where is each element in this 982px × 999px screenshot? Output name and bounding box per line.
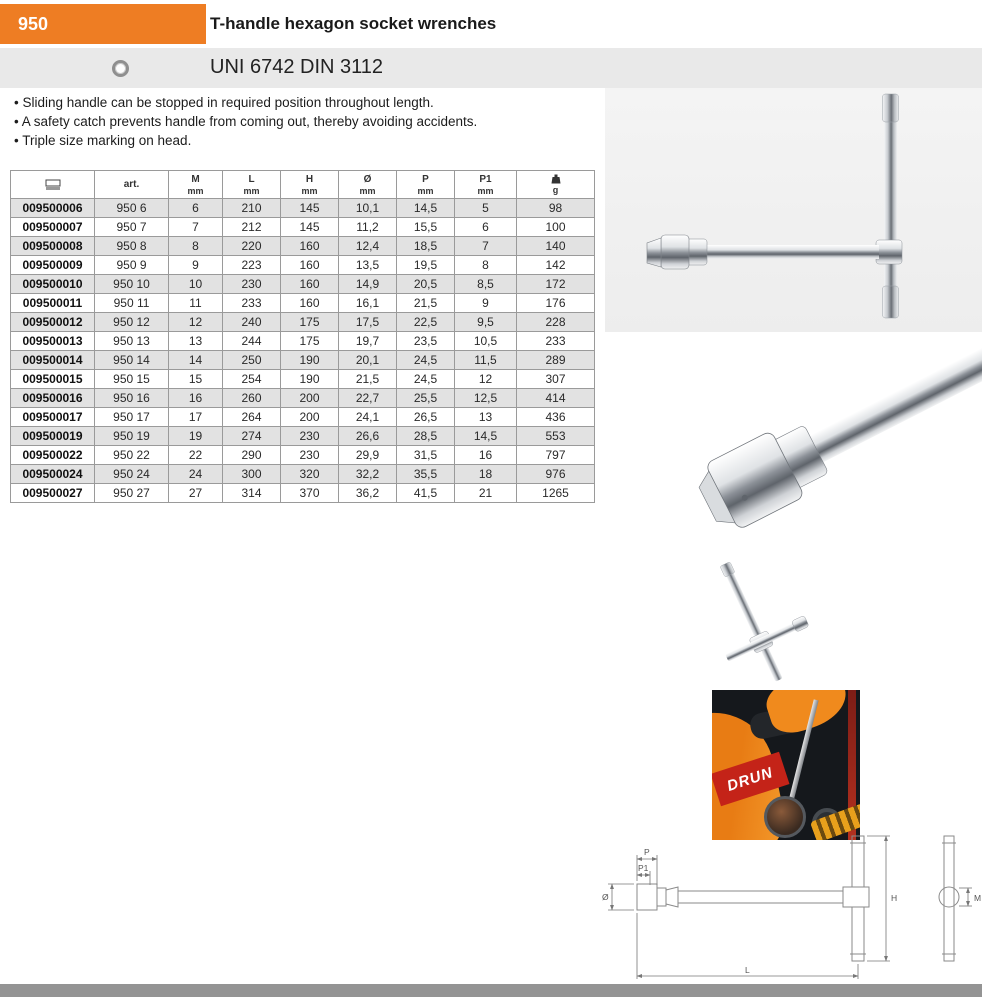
- value-cell: 22: [169, 446, 223, 465]
- value-cell: 274: [223, 427, 281, 446]
- column-label: P1: [479, 173, 492, 185]
- value-cell: 172: [517, 275, 595, 294]
- column-unit: mm: [187, 185, 204, 196]
- value-cell: 9: [455, 294, 517, 313]
- value-cell: 950 10: [95, 275, 169, 294]
- value-cell: 950 15: [95, 370, 169, 389]
- value-cell: 190: [281, 351, 339, 370]
- value-cell: 22,5: [397, 313, 455, 332]
- value-cell: 300: [223, 465, 281, 484]
- value-cell: 950 17: [95, 408, 169, 427]
- table-row: [11, 199, 595, 218]
- column-label: Ø: [363, 173, 372, 185]
- value-cell: 25,5: [397, 389, 455, 408]
- value-cell: 36,2: [339, 484, 397, 503]
- feature-list: [14, 93, 477, 150]
- ean-code-cell: 009500008: [11, 237, 95, 256]
- table-row: [11, 351, 595, 370]
- table-row: [11, 294, 595, 313]
- value-cell: 145: [281, 199, 339, 218]
- value-cell: 13: [169, 332, 223, 351]
- feature-item: • Sliding handle can be stopped in required position throughout length.: [14, 93, 477, 112]
- value-cell: 12: [455, 370, 517, 389]
- value-cell: 950 7: [95, 218, 169, 237]
- value-cell: 950 16: [95, 389, 169, 408]
- dim-label-p1: P1: [638, 863, 649, 873]
- value-cell: 254: [223, 370, 281, 389]
- diameter-column-header: [339, 171, 397, 199]
- value-cell: 8: [169, 237, 223, 256]
- standard-bar: [0, 48, 982, 88]
- table-header-row: [11, 171, 595, 199]
- value-cell: 175: [281, 313, 339, 332]
- value-cell: 13: [455, 408, 517, 427]
- value-cell: 20,1: [339, 351, 397, 370]
- value-cell: 15: [169, 370, 223, 389]
- table-row: [11, 370, 595, 389]
- ean-code-cell: 009500011: [11, 294, 95, 313]
- table-row: [11, 465, 595, 484]
- table-row: [11, 237, 595, 256]
- m-column-header: [169, 171, 223, 199]
- value-cell: 230: [281, 427, 339, 446]
- value-cell: 24,5: [397, 370, 455, 389]
- value-cell: 260: [223, 389, 281, 408]
- ean-code-cell: 009500007: [11, 218, 95, 237]
- value-cell: 24,5: [397, 351, 455, 370]
- value-cell: 264: [223, 408, 281, 427]
- dim-label-h: H: [891, 893, 898, 903]
- value-cell: 32,2: [339, 465, 397, 484]
- value-cell: 8,5: [455, 275, 517, 294]
- value-cell: 20,5: [397, 275, 455, 294]
- value-cell: 12,4: [339, 237, 397, 256]
- value-cell: 10: [169, 275, 223, 294]
- column-unit: mm: [477, 185, 494, 196]
- socket-head-image: [690, 338, 982, 543]
- product-photo-socket-closeup: [690, 338, 982, 543]
- standard-label: UNI 6742 DIN 3112: [210, 56, 384, 78]
- o-ring-icon: [112, 60, 129, 77]
- ean-code-cell: 009500027: [11, 484, 95, 503]
- table-row: [11, 313, 595, 332]
- table-row: [11, 275, 595, 294]
- value-cell: 950 24: [95, 465, 169, 484]
- value-cell: 29,9: [339, 446, 397, 465]
- value-cell: 9: [169, 256, 223, 275]
- column-unit: g: [552, 185, 559, 195]
- value-cell: 200: [281, 389, 339, 408]
- value-cell: 9,5: [455, 313, 517, 332]
- value-cell: 950 12: [95, 313, 169, 332]
- value-cell: 289: [517, 351, 595, 370]
- value-cell: 24: [169, 465, 223, 484]
- table-row: [11, 389, 595, 408]
- value-cell: 24,1: [339, 408, 397, 427]
- value-cell: 19,5: [397, 256, 455, 275]
- ean-code-cell: 009500014: [11, 351, 95, 370]
- spec-table: [10, 170, 595, 503]
- value-cell: 12,5: [455, 389, 517, 408]
- footer-bar: [0, 984, 982, 997]
- ean-code-cell: 009500024: [11, 465, 95, 484]
- value-cell: 11,2: [339, 218, 397, 237]
- value-cell: 142: [517, 256, 595, 275]
- value-cell: 230: [223, 275, 281, 294]
- weight-icon: [551, 174, 561, 184]
- value-cell: 950 14: [95, 351, 169, 370]
- value-cell: 950 19: [95, 427, 169, 446]
- ean-code-cell: 009500012: [11, 313, 95, 332]
- feature-item: • A safety catch prevents handle from coming out, thereby avoiding accidents.: [14, 112, 477, 131]
- wheel-hub: [764, 796, 806, 838]
- dim-label-dia: Ø: [602, 892, 609, 902]
- table-row: [11, 446, 595, 465]
- feature-item: • Triple size marking on head.: [14, 131, 477, 150]
- value-cell: 220: [223, 237, 281, 256]
- value-cell: 14: [169, 351, 223, 370]
- value-cell: 228: [517, 313, 595, 332]
- barcode-icon: [45, 179, 61, 191]
- ean-code-cell: 009500016: [11, 389, 95, 408]
- value-cell: 21: [455, 484, 517, 503]
- value-cell: 233: [517, 332, 595, 351]
- column-label: H: [305, 173, 314, 185]
- ean-code-cell: 009500013: [11, 332, 95, 351]
- value-cell: 16: [169, 389, 223, 408]
- value-cell: 200: [281, 408, 339, 427]
- value-cell: 160: [281, 256, 339, 275]
- h-column-header: [281, 171, 339, 199]
- value-cell: 290: [223, 446, 281, 465]
- column-label: art.: [123, 179, 140, 190]
- value-cell: 15,5: [397, 218, 455, 237]
- column-label: M: [191, 173, 200, 185]
- value-cell: 950 9: [95, 256, 169, 275]
- value-cell: 14,9: [339, 275, 397, 294]
- value-cell: 212: [223, 218, 281, 237]
- value-cell: 230: [281, 446, 339, 465]
- dim-label-m: M: [974, 893, 982, 903]
- ean-code-cell: 009500015: [11, 370, 95, 389]
- column-unit: mm: [301, 185, 318, 196]
- t-handle-wrench-image: [605, 88, 982, 332]
- art-column-header: [95, 171, 169, 199]
- value-cell: 100: [517, 218, 595, 237]
- title-band: [210, 4, 982, 44]
- column-label: L: [248, 173, 255, 185]
- ean-code-cell: 009500010: [11, 275, 95, 294]
- value-cell: 26,6: [339, 427, 397, 446]
- value-cell: 307: [517, 370, 595, 389]
- value-cell: 28,5: [397, 427, 455, 446]
- value-cell: 13,5: [339, 256, 397, 275]
- value-cell: 160: [281, 237, 339, 256]
- table-row: [11, 484, 595, 503]
- decal-text: DRUN: [724, 763, 776, 795]
- value-cell: 35,5: [397, 465, 455, 484]
- product-photo-full-wrench: [605, 88, 982, 332]
- value-cell: 19,7: [339, 332, 397, 351]
- value-cell: 950 22: [95, 446, 169, 465]
- value-cell: 6: [455, 218, 517, 237]
- ean-code-cell: 009500009: [11, 256, 95, 275]
- value-cell: 414: [517, 389, 595, 408]
- value-cell: 145: [281, 218, 339, 237]
- value-cell: 21,5: [339, 370, 397, 389]
- value-cell: 11: [169, 294, 223, 313]
- value-cell: 11,5: [455, 351, 517, 370]
- column-unit: mm: [417, 185, 434, 196]
- value-cell: 190: [281, 370, 339, 389]
- value-cell: 1265: [517, 484, 595, 503]
- p-column-header: [397, 171, 455, 199]
- value-cell: 140: [517, 237, 595, 256]
- value-cell: 18: [455, 465, 517, 484]
- column-unit: mm: [243, 185, 260, 196]
- value-cell: 23,5: [397, 332, 455, 351]
- value-cell: 160: [281, 275, 339, 294]
- value-cell: 210: [223, 199, 281, 218]
- value-cell: 10,1: [339, 199, 397, 218]
- value-cell: 21,5: [397, 294, 455, 313]
- ean-code-cell: 009500006: [11, 199, 95, 218]
- value-cell: 223: [223, 256, 281, 275]
- value-cell: 10,5: [455, 332, 517, 351]
- value-cell: 950 6: [95, 199, 169, 218]
- value-cell: 553: [517, 427, 595, 446]
- value-cell: 950 27: [95, 484, 169, 503]
- dim-label-p: P: [644, 847, 650, 857]
- table-row: [11, 332, 595, 351]
- dim-label-l: L: [745, 965, 750, 975]
- value-cell: 8: [455, 256, 517, 275]
- value-cell: 16: [455, 446, 517, 465]
- weight-column-header: [517, 171, 595, 199]
- product-code: 950: [18, 13, 49, 34]
- action-photo: [712, 690, 860, 840]
- ean-code-cell: 009500017: [11, 408, 95, 427]
- value-cell: 175: [281, 332, 339, 351]
- small-t-wrench-image: [690, 552, 880, 690]
- ean-column-header: [11, 171, 95, 199]
- value-cell: 6: [169, 199, 223, 218]
- value-cell: 240: [223, 313, 281, 332]
- value-cell: 233: [223, 294, 281, 313]
- value-cell: 797: [517, 446, 595, 465]
- value-cell: 17: [169, 408, 223, 427]
- value-cell: 31,5: [397, 446, 455, 465]
- table-row: [11, 408, 595, 427]
- value-cell: 7: [169, 218, 223, 237]
- technical-drawing: [600, 833, 982, 983]
- value-cell: 950 8: [95, 237, 169, 256]
- value-cell: 26,5: [397, 408, 455, 427]
- value-cell: 27: [169, 484, 223, 503]
- value-cell: 436: [517, 408, 595, 427]
- value-cell: 19: [169, 427, 223, 446]
- value-cell: 250: [223, 351, 281, 370]
- value-cell: 244: [223, 332, 281, 351]
- value-cell: 314: [223, 484, 281, 503]
- product-photo-small-wrench: [690, 552, 880, 690]
- value-cell: 370: [281, 484, 339, 503]
- value-cell: 41,5: [397, 484, 455, 503]
- table-row: [11, 218, 595, 237]
- table-row: [11, 427, 595, 446]
- value-cell: 320: [281, 465, 339, 484]
- value-cell: 160: [281, 294, 339, 313]
- column-unit: mm: [359, 185, 376, 196]
- value-cell: 22,7: [339, 389, 397, 408]
- value-cell: 5: [455, 199, 517, 218]
- value-cell: 976: [517, 465, 595, 484]
- value-cell: 7: [455, 237, 517, 256]
- value-cell: 14,5: [455, 427, 517, 446]
- table-body: [11, 199, 595, 503]
- value-cell: 12: [169, 313, 223, 332]
- ean-code-cell: 009500019: [11, 427, 95, 446]
- value-cell: 98: [517, 199, 595, 218]
- p1-column-header: [455, 171, 517, 199]
- page-title: T-handle hexagon socket wrenches: [210, 14, 497, 33]
- product-code-band: [0, 4, 206, 44]
- table-row: [11, 256, 595, 275]
- value-cell: 176: [517, 294, 595, 313]
- value-cell: 17,5: [339, 313, 397, 332]
- value-cell: 14,5: [397, 199, 455, 218]
- value-cell: 950 11: [95, 294, 169, 313]
- ean-code-cell: 009500022: [11, 446, 95, 465]
- l-column-header: [223, 171, 281, 199]
- value-cell: 18,5: [397, 237, 455, 256]
- value-cell: 16,1: [339, 294, 397, 313]
- value-cell: 950 13: [95, 332, 169, 351]
- column-label: P: [422, 173, 429, 185]
